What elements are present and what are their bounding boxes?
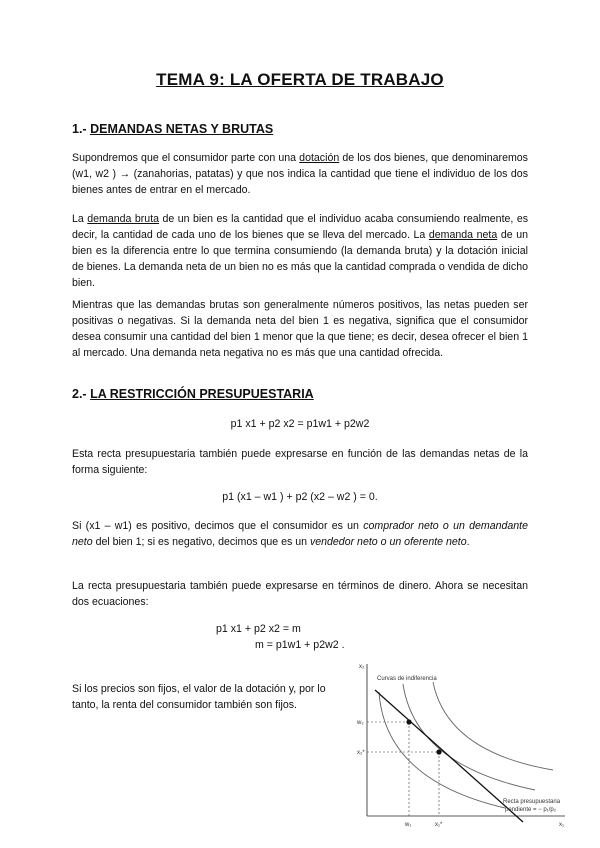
term-dotacion: dotación <box>299 152 340 164</box>
equation-money-2: m = p1w1 + p2w2 . <box>255 639 345 651</box>
budget-label-2: pendiente = − p₁/p₂ <box>505 807 557 813</box>
indifference-curves-figure <box>355 660 570 835</box>
figure-svg <box>355 660 570 835</box>
tick-w1: w₁ <box>405 822 412 828</box>
text-run: La <box>72 213 88 225</box>
text-run: de un bien es la cantidad que el individuo acaba consumiendo realmente, es decir, la cantidad de cada uno de los bienes que se lleva del mercado. La <box>72 213 529 241</box>
tick-x1: x₁* <box>435 822 443 828</box>
equation-budget: p1 x1 + p2 x2 = p1w1 + p2w2 <box>230 418 370 430</box>
section-1-paragraph-1 <box>72 150 528 198</box>
term-comprador-neto: comprador neto o un demandante neto <box>72 520 528 548</box>
budget-label-1: Recta presupuestaria <box>503 799 561 805</box>
text-run: Supondremos que el consumidor parte con una <box>72 152 300 164</box>
section-1-paragraph-2 <box>72 211 528 291</box>
section-2-paragraph-3: La recta presupuestaria también puede expresarse en términos de dinero. Ahora se necesitan dos ecuaciones: <box>72 580 528 608</box>
x-axis-label: x₁ <box>559 822 565 828</box>
tick-x2: x₂* <box>357 750 365 756</box>
text-run: de un bien es la diferencia entre lo que termina consumiendo (la demanda bruta) y la dotación inicial de bienes. La demanda neta de un bien no es más que la cantidad comprada o vendida de dicho bien. <box>72 229 528 289</box>
section-1-number: 1.- <box>72 122 87 136</box>
text-run: de los dos bienes, que denominaremos (w1, w2 ) → (zanahorias, patatas) y que nos indica la cantidad que tiene el individuo de los dos bienes antes de entrar en el mercado. <box>72 152 528 196</box>
tick-w2: w₂ <box>357 720 364 726</box>
section-1-heading <box>72 122 273 136</box>
section-2-paragraph-4: Si los precios son fijos, el valor de la dotación y, por lo tanto, la renta del consumidor también son fijos. <box>72 683 326 711</box>
text-run: Si (x1 – w1) es positivo, decimos que el consumidor es un <box>72 520 364 532</box>
section-2-number: 2.- <box>72 387 87 401</box>
equation-money-1: p1 x1 + p2 x2 = m <box>216 623 301 635</box>
y-axis-label: x₂ <box>359 664 365 670</box>
text-run: del bien 1; si es negativo, decimos que es un <box>92 536 310 548</box>
section-2-title: LA RESTRICCIÓN PRESUPUESTARIA <box>90 387 314 401</box>
section-2-paragraph-1: Esta recta presupuestaria también puede expresarse en función de las demandas netas de la forma siguiente: <box>72 448 528 476</box>
section-2-heading <box>72 387 314 401</box>
section-1-paragraph-3: Mientras que las demandas brutas son generalmente números positivos, las netas pueden ser positivas o negativas. Si la demanda neta del bien 1 es negativa, significa que el consumidor desea consumir una cantidad del bien 1 menor que la que tiene; es decir, desea ofrecer el bien 1 al mercado. Una demanda neta negativa no es más que una cantidad ofrecida. <box>72 299 528 359</box>
section-1-title: DEMANDAS NETAS Y BRUTAS <box>90 122 274 136</box>
page-title: TEMA 9: LA OFERTA DE TRABAJO <box>156 70 444 89</box>
optimum-point <box>436 749 441 754</box>
term-demanda-bruta: demanda bruta <box>87 213 160 225</box>
section-2-paragraph-2 <box>72 518 528 550</box>
indifference-curve-3 <box>433 682 553 770</box>
endowment-point <box>406 719 411 724</box>
equation-net-demands: p1 (x1 – w1 ) + p2 (x2 – w2 ) = 0. <box>222 491 378 503</box>
term-demanda-neta: demanda neta <box>428 229 498 241</box>
curves-label: Curvas de indiferencia <box>377 676 437 682</box>
term-vendedor-neto: vendedor neto o un oferente neto <box>309 536 467 548</box>
text-run: . <box>466 536 470 548</box>
